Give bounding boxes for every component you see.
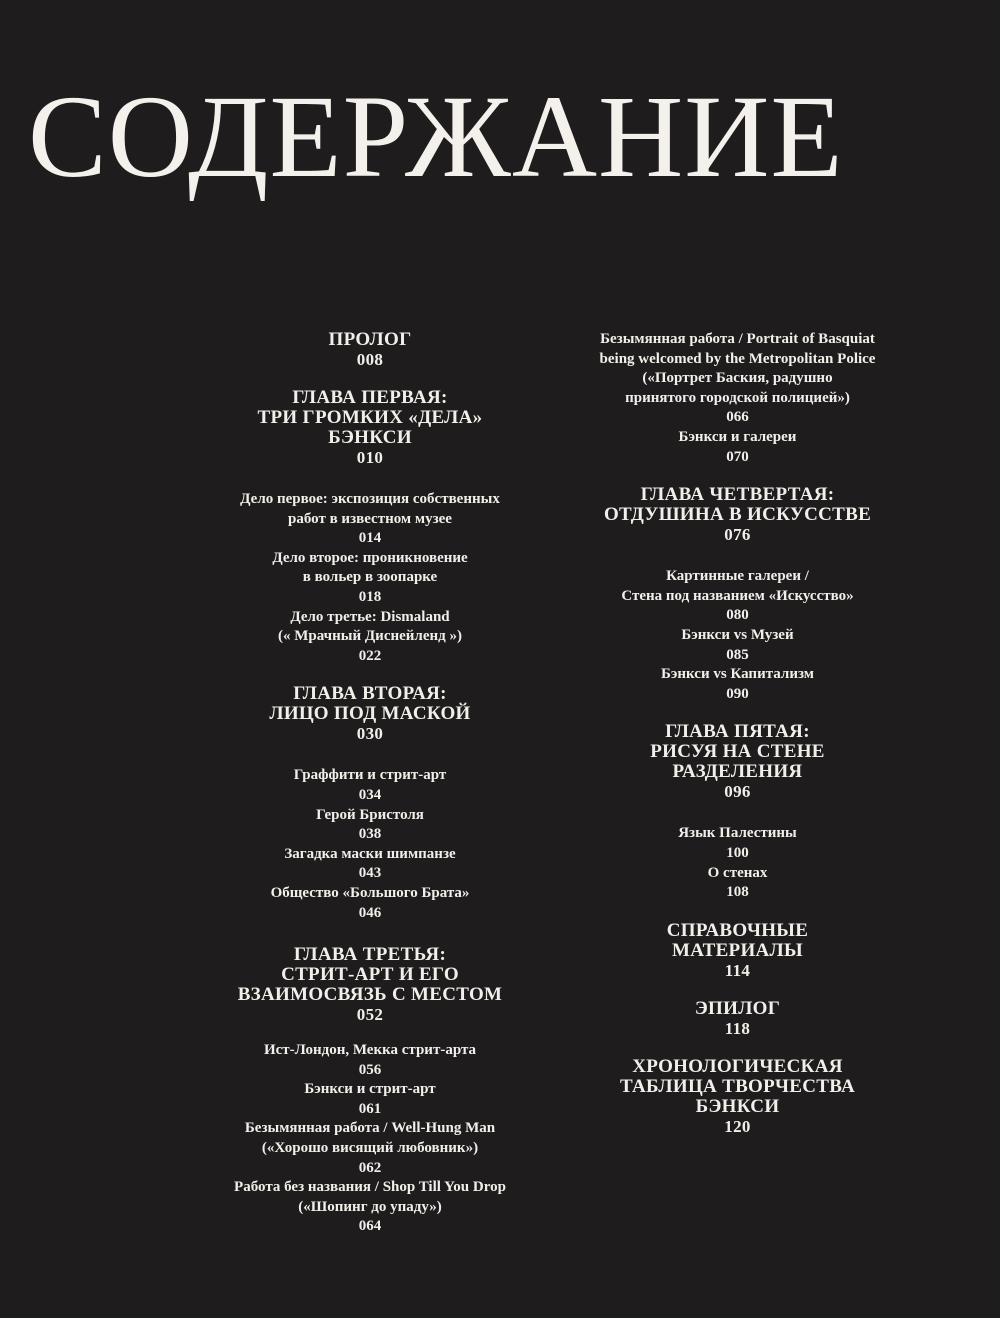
- chapter-title-line: СПРАВОЧНЫЕ: [666, 919, 809, 941]
- toc-entry: [565, 428, 910, 467]
- page-number: 062: [358, 1159, 382, 1176]
- entry-title-line: (« Мрачный Диснейленд »): [278, 628, 462, 645]
- page-number: 018: [358, 588, 382, 605]
- toc-entry: [200, 766, 540, 805]
- chapter-title-line: ОТДУШИНА В ИСКУССТВЕ: [603, 504, 872, 526]
- toc-entry: [565, 665, 910, 704]
- page-title: СОДЕРЖАНИЕ: [28, 71, 844, 202]
- spacer: [200, 370, 540, 388]
- toc-entry: [200, 845, 540, 884]
- chapter-title-line: ГЛАВА ВТОРАЯ:: [293, 683, 447, 705]
- spacer: [565, 903, 910, 921]
- page-number: 114: [724, 960, 751, 980]
- page-number: 022: [358, 647, 382, 664]
- spacer: [565, 545, 910, 567]
- page-number: 096: [724, 782, 751, 802]
- page-number: 080: [726, 607, 749, 624]
- toc-entry: [200, 1119, 540, 1178]
- chapter-title-line: ГЛАВА ПЕРВАЯ:: [292, 387, 448, 408]
- chapter-title-line: МАТЕРИАЛЫ: [672, 939, 803, 961]
- page-number: 008: [356, 350, 384, 369]
- chapter-title-line: ЭПИЛОГ: [694, 997, 781, 1019]
- page-number: 034: [358, 786, 382, 803]
- page-number: 030: [356, 724, 384, 744]
- toc-entry: [200, 490, 540, 549]
- toc-chapter: [565, 999, 910, 1039]
- entry-title-line: Бэнкси и стрит-арт: [304, 1081, 436, 1098]
- page-number: 120: [724, 1116, 751, 1136]
- entry-title-line: («Портрет Баския, радушно: [642, 370, 833, 387]
- spacer: [565, 704, 910, 722]
- entry-title-line: в вольер в зоопарке: [302, 569, 438, 586]
- page-number: 090: [726, 685, 749, 702]
- toc-entry: [565, 864, 910, 903]
- chapter-title-line: ПРОЛОГ: [328, 329, 412, 350]
- toc-chapter: [200, 684, 540, 744]
- entry-title-line: Язык Палестины: [678, 825, 797, 842]
- toc-left-column: [200, 330, 540, 1237]
- entry-title-line: Безымянная работа / Well-Hung Man: [244, 1120, 496, 1137]
- toc-chapter: [565, 485, 910, 545]
- page-number: 118: [724, 1018, 751, 1038]
- chapter-title-line: ХРОНОЛОГИЧЕСКАЯ: [632, 1055, 843, 1077]
- page-number: 056: [358, 1061, 382, 1078]
- entry-title-line: Дело третье: Dismaland: [290, 608, 450, 625]
- chapter-title-line: ЛИЦО ПОД МАСКОЙ: [269, 703, 471, 725]
- chapter-title-line: РИСУЯ НА СТЕНЕ: [650, 741, 825, 763]
- entry-title-line: Безымянная работа / Portrait of Basquiat: [600, 331, 875, 347]
- page-number: 052: [356, 1005, 384, 1025]
- entry-title-line: принятого городской полицией»): [625, 389, 850, 406]
- chapter-title-line: ВЗАИМОСВЯЗЬ С МЕСТОМ: [237, 984, 503, 1006]
- page-number: 064: [358, 1218, 382, 1235]
- entry-title-line: Дело первое: экспозиция собственных: [240, 491, 500, 507]
- entry-title-line: («Хорошо висящий любовник»): [261, 1140, 479, 1157]
- toc-entry: [565, 567, 910, 626]
- spacer: [565, 467, 910, 485]
- entry-title-line: Граффити и стрит-арт: [293, 767, 447, 784]
- spacer: [200, 744, 540, 766]
- toc-chapter: [565, 921, 910, 981]
- toc-entry: [200, 806, 540, 845]
- entry-title-line: Стена под названием «Искусство»: [621, 587, 854, 604]
- chapter-title-line: ТРИ ГРОМКИХ «ДЕЛА»: [257, 407, 483, 428]
- page-number: 100: [726, 844, 749, 861]
- toc-entry: [200, 1041, 540, 1080]
- page-number: 085: [726, 646, 749, 663]
- page-number: 010: [356, 448, 384, 467]
- chapter-title-line: ГЛАВА ПЯТАЯ:: [665, 721, 810, 743]
- entry-title-line: being welcomed by the Metropolitan Police: [599, 350, 876, 367]
- entry-title-line: Бэнкси vs Музей: [681, 626, 794, 643]
- entry-title-line: работ в известном музее: [288, 510, 452, 527]
- chapter-title-line: БЭНКСИ: [328, 427, 412, 448]
- entry-title-line: Загадка маски шимпанзе: [284, 845, 456, 862]
- entry-title-line: Ист-Лондон, Мекка стрит-арта: [263, 1042, 477, 1059]
- chapter-title-line: СТРИТ-АРТ И ЕГО: [281, 964, 459, 986]
- toc-chapter: [565, 1057, 910, 1137]
- spacer: [565, 1039, 910, 1057]
- page-number: 108: [726, 884, 749, 901]
- toc-entry: [200, 1178, 540, 1237]
- spacer: [565, 802, 910, 824]
- spacer: [200, 666, 540, 684]
- spacer: [200, 468, 540, 490]
- toc-right-column: [565, 330, 910, 1137]
- page-number: 061: [358, 1100, 382, 1117]
- chapter-title-line: БЭНКСИ: [695, 1095, 780, 1117]
- toc-chapter: [200, 330, 540, 370]
- page-number: 014: [358, 530, 382, 547]
- toc-entry: [200, 608, 540, 667]
- toc-entry: [565, 330, 910, 428]
- chapter-title-line: ГЛАВА ЧЕТВЕРТАЯ:: [640, 484, 835, 506]
- entry-title-line: («Шопинг до упаду»): [298, 1198, 442, 1215]
- entry-title-line: Общество «Большого Брата»: [270, 884, 470, 901]
- chapter-title-line: ТАБЛИЦА ТВОРЧЕСТВА: [619, 1075, 856, 1097]
- toc-entry: [565, 824, 910, 863]
- toc-entry: [200, 1080, 540, 1119]
- spacer: [565, 981, 910, 999]
- entry-title-line: Дело второе: проникновение: [272, 549, 468, 566]
- toc-chapter: [200, 945, 540, 1025]
- chapter-title-line: ГЛАВА ТРЕТЬЯ:: [293, 944, 447, 966]
- page-number: 043: [358, 865, 382, 882]
- chapter-title-line: РАЗДЕЛЕНИЯ: [672, 761, 803, 783]
- toc-entry: [565, 626, 910, 665]
- spacer: [200, 1025, 540, 1041]
- entry-title-line: Картинные галереи /: [666, 568, 809, 585]
- toc-chapter: [200, 388, 540, 468]
- page-number: 076: [724, 525, 751, 545]
- toc-entry: [200, 549, 540, 608]
- page-number: 066: [726, 409, 749, 426]
- entry-title-line: Работа без названия / Shop Till You Drop: [234, 1179, 506, 1196]
- page-number: 038: [358, 826, 382, 843]
- toc-entry: [200, 884, 540, 923]
- entry-title-line: Герой Бристоля: [316, 806, 424, 823]
- page-number: 046: [358, 904, 382, 921]
- entry-title-line: Бэнкси и галереи: [678, 428, 797, 445]
- page-number: 070: [726, 448, 749, 465]
- entry-title-line: Бэнкси vs Капитализм: [661, 666, 814, 683]
- spacer: [200, 923, 540, 945]
- toc-chapter: [565, 722, 910, 802]
- entry-title-line: О стенах: [707, 864, 768, 881]
